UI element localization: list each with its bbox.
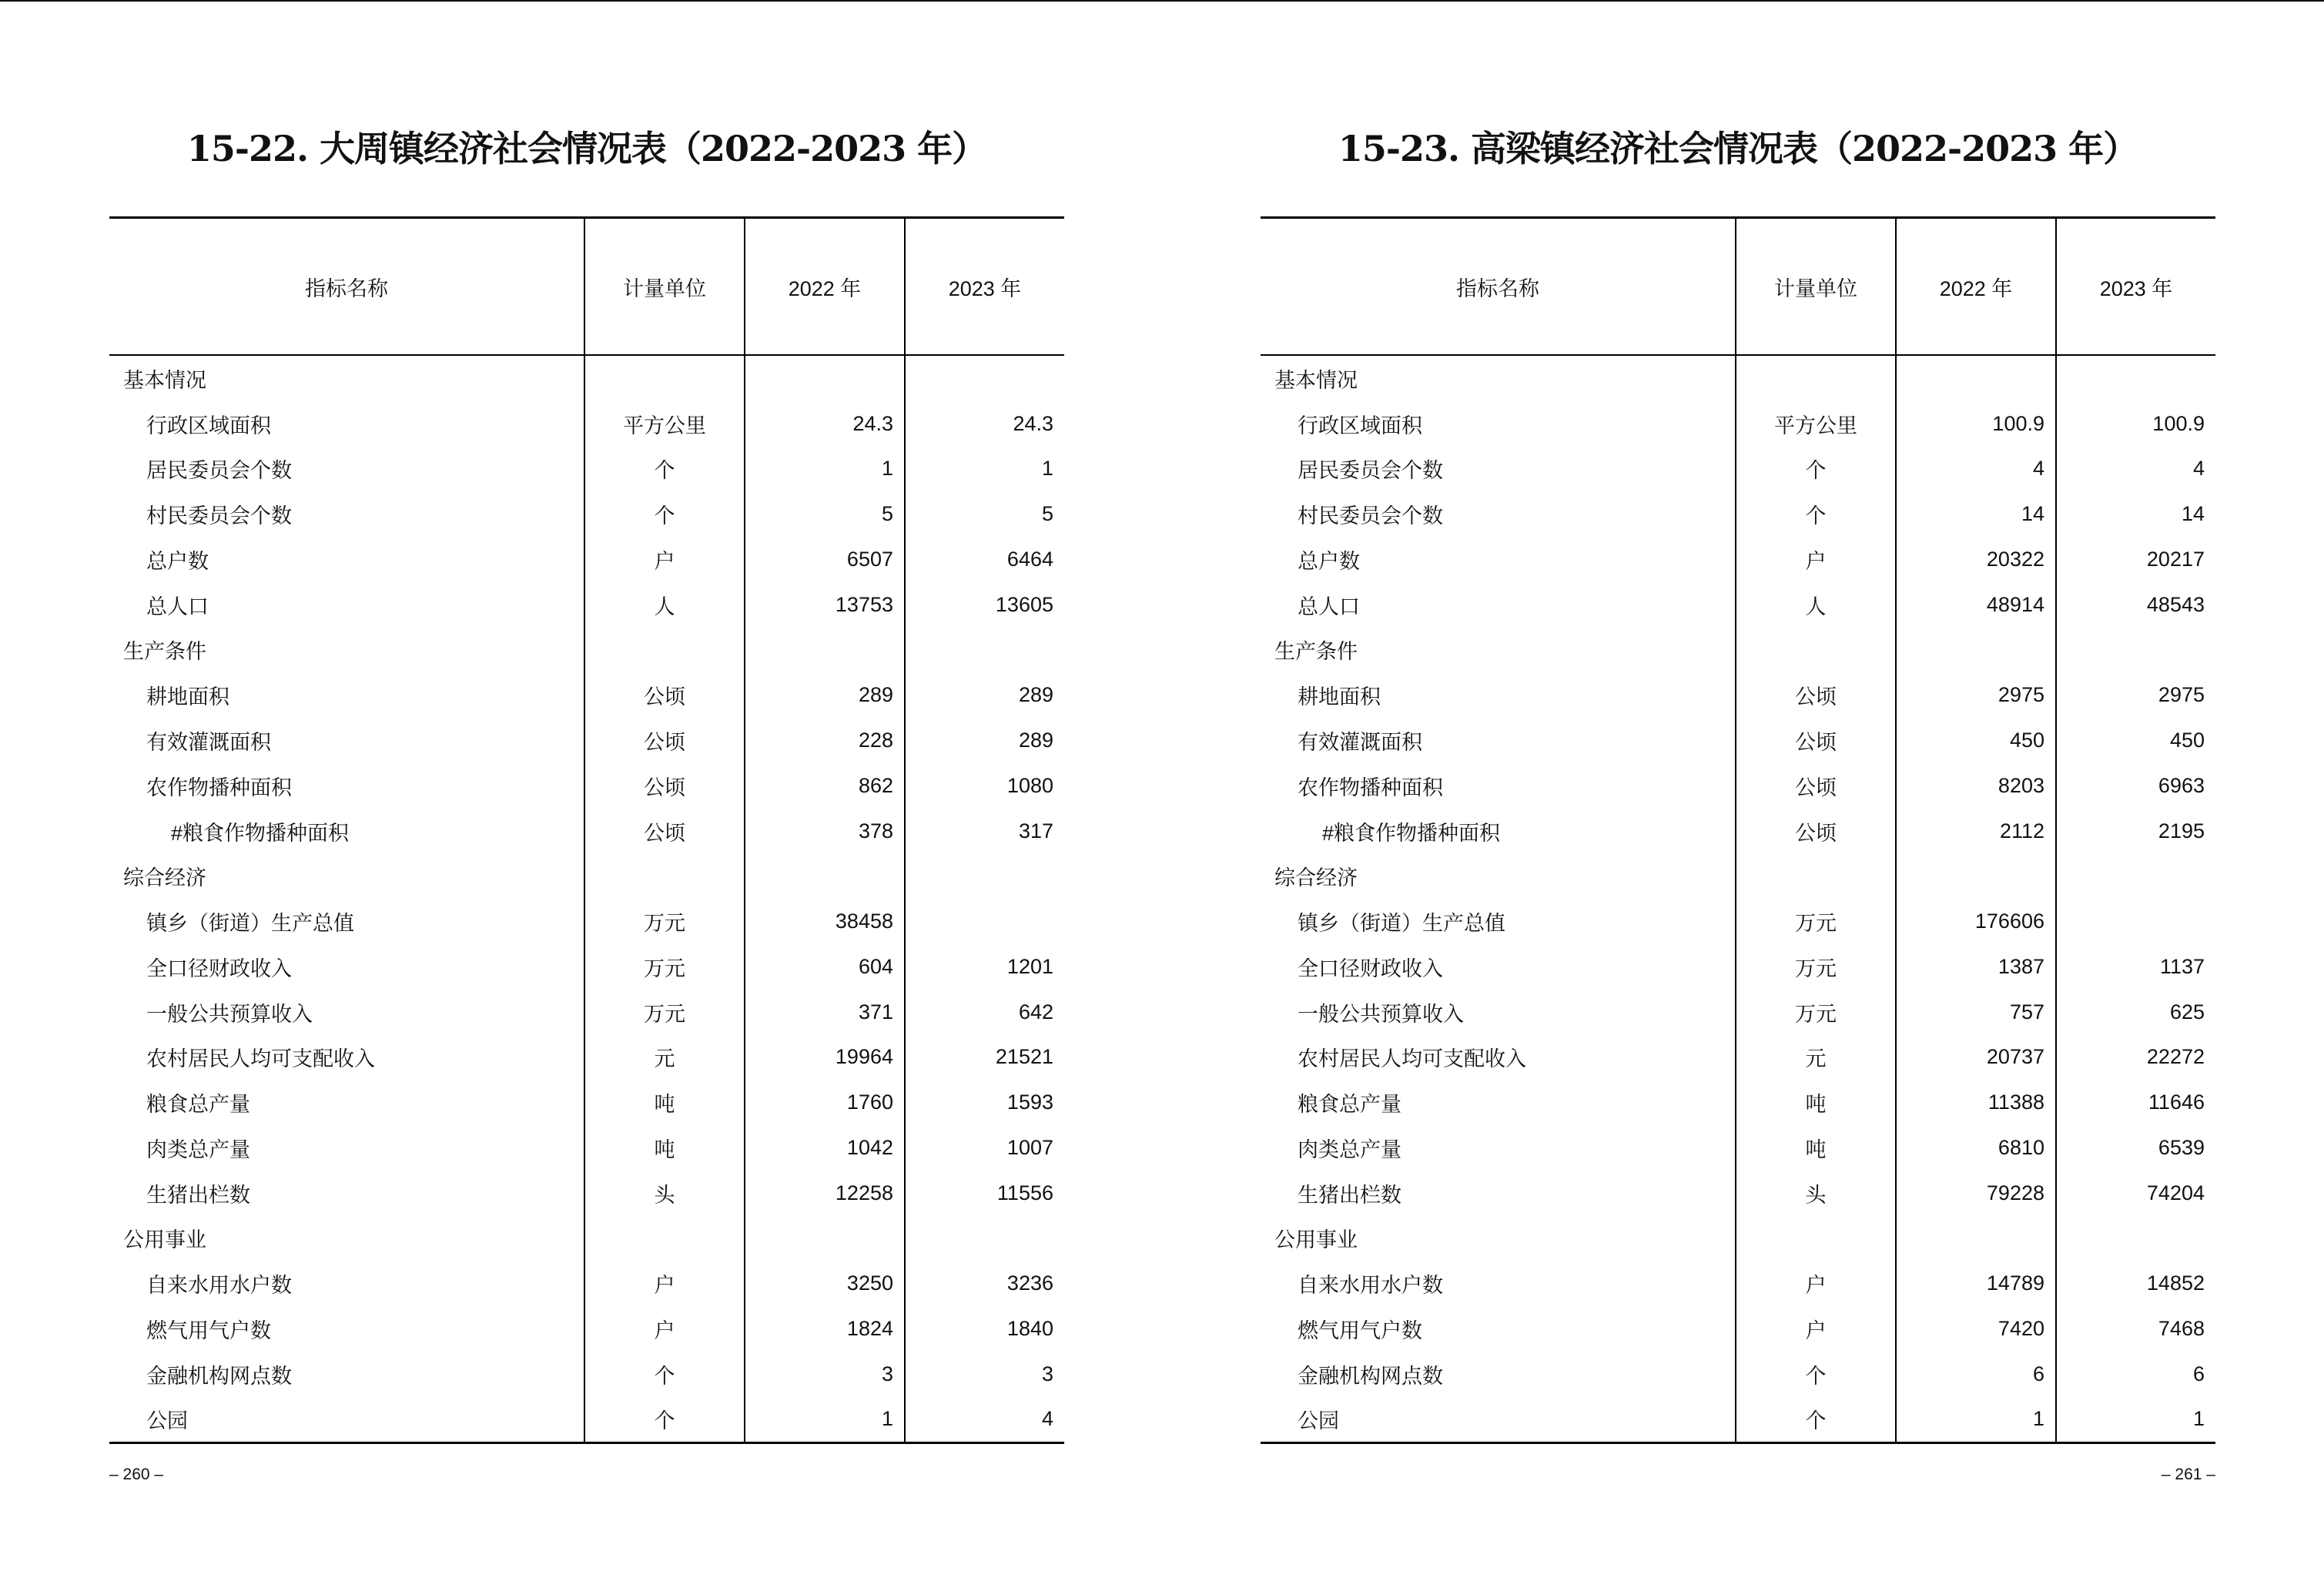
value-2022-cell: 1824 <box>745 1306 905 1352</box>
indicator-name-cell: 燃气用气户数 <box>1298 1318 1422 1342</box>
value-2022-cell: 1 <box>1896 1397 2056 1443</box>
value-2022-cell <box>745 628 905 673</box>
value-2022-cell: 6507 <box>745 537 905 582</box>
value-2022-cell: 14789 <box>1896 1261 2056 1306</box>
unit-cell: 户 <box>584 537 745 582</box>
table-row <box>109 401 1064 447</box>
value-2023-cell: 317 <box>905 809 1064 854</box>
unit-cell: 个 <box>1736 1352 1896 1397</box>
value-2022-cell <box>1896 628 2056 673</box>
value-2022-cell: 14 <box>1896 491 2056 537</box>
value-2022-cell: 1 <box>745 1397 905 1443</box>
value-2023-cell: 642 <box>905 990 1064 1035</box>
value-2023-cell <box>905 355 1064 401</box>
value-2023-cell: 22272 <box>2056 1034 2215 1080</box>
unit-cell: 公顷 <box>1736 718 1896 763</box>
indicator-name-cell: 一般公共预算收入 <box>1298 1002 1464 1026</box>
indicator-name-cell: 生猪出栏数 <box>1298 1183 1401 1207</box>
unit-cell <box>584 628 745 673</box>
table-row <box>109 718 1064 763</box>
value-2023-cell: 1201 <box>905 944 1064 990</box>
indicator-name-cell: 肉类总产量 <box>146 1137 250 1161</box>
section-row <box>1261 355 2215 401</box>
indicator-name-cell: 居民委员会个数 <box>146 459 292 483</box>
value-2022-cell: 2112 <box>1896 809 2056 854</box>
value-2022-cell: 79228 <box>1896 1171 2056 1216</box>
unit-cell: 个 <box>584 447 745 492</box>
value-2023-cell: 4 <box>905 1397 1064 1443</box>
value-2023-cell <box>2056 628 2215 673</box>
value-2023-cell: 74204 <box>2056 1171 2215 1216</box>
unit-cell: 元 <box>584 1034 745 1080</box>
table-row <box>1261 1034 2215 1080</box>
table-body <box>1261 355 2215 1443</box>
table-row <box>109 491 1064 537</box>
value-2023-cell: 6539 <box>2056 1125 2215 1171</box>
indicator-name-cell: 公园 <box>146 1409 188 1433</box>
unit-cell: 公顷 <box>1736 672 1896 718</box>
unit-cell: 户 <box>1736 537 1896 582</box>
value-2023-cell: 14852 <box>2056 1261 2215 1306</box>
value-2023-cell: 1 <box>905 447 1064 492</box>
unit-cell: 吨 <box>584 1080 745 1125</box>
table-row <box>109 1034 1064 1080</box>
value-2022-cell <box>1896 853 2056 899</box>
indicator-name-cell: 粮食总产量 <box>1298 1093 1401 1117</box>
table-row <box>1261 899 2215 944</box>
value-2023-cell: 48543 <box>2056 582 2215 628</box>
table-row <box>1261 1352 2215 1397</box>
indicator-name-cell: 金融机构网点数 <box>146 1364 292 1388</box>
table-row <box>1261 809 2215 854</box>
unit-cell <box>1736 355 1896 401</box>
indicator-name-cell: 行政区域面积 <box>1298 414 1422 437</box>
table-row <box>1261 763 2215 809</box>
table-row <box>1261 672 2215 718</box>
right-page <box>1261 0 2215 1588</box>
indicator-name-cell: #粮食作物播种面积 <box>1322 821 1501 845</box>
header-year-2022: 2022 年 <box>745 218 905 356</box>
value-2022-cell: 48914 <box>1896 582 2056 628</box>
indicator-name-cell: 农村居民人均可支配收入 <box>1298 1047 1526 1071</box>
unit-cell: 公顷 <box>584 718 745 763</box>
value-2023-cell: 21521 <box>905 1034 1064 1080</box>
value-2022-cell: 1042 <box>745 1125 905 1171</box>
value-2023-cell <box>905 899 1064 944</box>
indicator-name-cell: 一般公共预算收入 <box>146 1002 313 1026</box>
section-row <box>1261 628 2215 673</box>
table-row <box>109 944 1064 990</box>
table-row <box>109 447 1064 492</box>
indicator-name-cell: 耕地面积 <box>146 685 229 709</box>
value-2022-cell: 8203 <box>1896 763 2056 809</box>
indicator-name-cell: 农村居民人均可支配收入 <box>146 1047 375 1071</box>
value-2022-cell: 7420 <box>1896 1306 2056 1352</box>
table-row <box>1261 447 2215 492</box>
value-2022-cell: 13753 <box>745 582 905 628</box>
unit-cell: 头 <box>1736 1171 1896 1216</box>
indicator-name-cell: 总户数 <box>146 549 209 573</box>
unit-cell: 吨 <box>584 1125 745 1171</box>
value-2022-cell: 20737 <box>1896 1034 2056 1080</box>
stats-table <box>1261 216 2215 1444</box>
value-2023-cell: 11646 <box>2056 1080 2215 1125</box>
unit-cell: 人 <box>1736 582 1896 628</box>
indicator-name-cell: 综合经济 <box>123 866 206 890</box>
table-row <box>1261 718 2215 763</box>
unit-cell: 万元 <box>1736 944 1896 990</box>
table-row <box>1261 537 2215 582</box>
unit-cell: 万元 <box>584 899 745 944</box>
indicator-name-cell: 有效灌溉面积 <box>146 731 271 754</box>
unit-cell: 户 <box>1736 1261 1896 1306</box>
indicator-name-cell: 总人口 <box>146 595 209 618</box>
value-2023-cell: 6963 <box>2056 763 2215 809</box>
table-row <box>1261 944 2215 990</box>
header-unit: 计量单位 <box>1736 218 1896 356</box>
table-row <box>109 990 1064 1035</box>
value-2022-cell: 450 <box>1896 718 2056 763</box>
value-2022-cell: 2975 <box>1896 672 2056 718</box>
unit-cell: 个 <box>1736 447 1896 492</box>
indicator-name-cell: 燃气用气户数 <box>146 1318 271 1342</box>
unit-cell: 头 <box>584 1171 745 1216</box>
unit-cell: 公顷 <box>1736 763 1896 809</box>
value-2022-cell <box>1896 1216 2056 1261</box>
indicator-name-cell: 生产条件 <box>1274 640 1358 664</box>
value-2022-cell <box>745 853 905 899</box>
value-2022-cell <box>745 1216 905 1261</box>
indicator-name-cell: 公用事业 <box>1274 1228 1358 1252</box>
table-row <box>1261 990 2215 1035</box>
value-2022-cell: 228 <box>745 718 905 763</box>
section-row <box>109 1216 1064 1261</box>
table-row <box>109 582 1064 628</box>
value-2023-cell: 1840 <box>905 1306 1064 1352</box>
value-2023-cell: 2975 <box>2056 672 2215 718</box>
header-unit: 计量单位 <box>584 218 745 356</box>
indicator-name-cell: 自来水用水户数 <box>146 1274 292 1298</box>
unit-cell: 公顷 <box>584 809 745 854</box>
indicator-name-cell: 粮食总产量 <box>146 1093 250 1117</box>
table-row <box>1261 582 2215 628</box>
indicator-name-cell: 基本情况 <box>123 368 206 392</box>
indicator-name-cell: 生产条件 <box>123 640 206 664</box>
value-2023-cell: 6464 <box>905 537 1064 582</box>
unit-cell: 个 <box>584 1352 745 1397</box>
value-2023-cell: 1080 <box>905 763 1064 809</box>
indicator-name-cell: 金融机构网点数 <box>1298 1364 1443 1388</box>
value-2022-cell: 176606 <box>1896 899 2056 944</box>
table-row <box>109 1171 1064 1216</box>
unit-cell: 万元 <box>584 990 745 1035</box>
unit-cell <box>1736 628 1896 673</box>
unit-cell: 平方公里 <box>584 401 745 447</box>
section-row <box>1261 1216 2215 1261</box>
unit-cell: 万元 <box>1736 990 1896 1035</box>
value-2023-cell: 100.9 <box>2056 401 2215 447</box>
unit-cell: 户 <box>584 1261 745 1306</box>
value-2022-cell: 1 <box>745 447 905 492</box>
value-2022-cell: 3250 <box>745 1261 905 1306</box>
value-2023-cell: 7468 <box>2056 1306 2215 1352</box>
value-2023-cell: 13605 <box>905 582 1064 628</box>
table-row <box>1261 1125 2215 1171</box>
indicator-name-cell: 公用事业 <box>123 1228 206 1252</box>
value-2022-cell: 4 <box>1896 447 2056 492</box>
value-2023-cell <box>905 1216 1064 1261</box>
value-2023-cell: 625 <box>2056 990 2215 1035</box>
unit-cell: 人 <box>584 582 745 628</box>
header-year-2023: 2023 年 <box>905 218 1064 356</box>
table-row <box>109 1397 1064 1443</box>
table-row <box>109 1125 1064 1171</box>
value-2023-cell <box>2056 899 2215 944</box>
unit-cell <box>584 355 745 401</box>
unit-cell: 元 <box>1736 1034 1896 1080</box>
table-title: 15-23. 高梁镇经济社会情况表（2022-2023 年） <box>1338 128 2138 169</box>
value-2023-cell <box>905 853 1064 899</box>
value-2023-cell <box>2056 853 2215 899</box>
value-2023-cell <box>2056 1216 2215 1261</box>
value-2023-cell: 1137 <box>2056 944 2215 990</box>
section-row <box>109 355 1064 401</box>
value-2022-cell: 38458 <box>745 899 905 944</box>
value-2023-cell: 11556 <box>905 1171 1064 1216</box>
table-row <box>109 899 1064 944</box>
stats-table <box>109 216 1064 1444</box>
indicator-name-cell: 有效灌溉面积 <box>1298 731 1422 754</box>
value-2022-cell: 289 <box>745 672 905 718</box>
section-row <box>1261 853 2215 899</box>
indicator-name-cell: 镇乡（街道）生产总值 <box>1298 912 1505 936</box>
table-body <box>109 355 1064 1443</box>
value-2023-cell: 450 <box>2056 718 2215 763</box>
indicator-name-cell: 自来水用水户数 <box>1298 1274 1443 1298</box>
value-2022-cell: 1387 <box>1896 944 2056 990</box>
value-2022-cell: 100.9 <box>1896 401 2056 447</box>
left-page <box>109 0 1064 1588</box>
indicator-name-cell: 基本情况 <box>1274 368 1358 392</box>
header-year-2023: 2023 年 <box>2056 218 2215 356</box>
unit-cell: 公顷 <box>584 763 745 809</box>
value-2023-cell: 289 <box>905 672 1064 718</box>
value-2023-cell: 289 <box>905 718 1064 763</box>
indicator-name-cell: 农作物播种面积 <box>1298 776 1443 799</box>
table-row <box>1261 1306 2215 1352</box>
section-row <box>109 853 1064 899</box>
unit-cell: 户 <box>584 1306 745 1352</box>
indicator-name-cell: 总人口 <box>1298 595 1360 618</box>
table-row <box>109 763 1064 809</box>
table-row <box>1261 1080 2215 1125</box>
unit-cell: 个 <box>1736 1397 1896 1443</box>
value-2023-cell: 3236 <box>905 1261 1064 1306</box>
table-row <box>1261 1261 2215 1306</box>
table-row <box>109 672 1064 718</box>
indicator-name-cell: 综合经济 <box>1274 866 1358 890</box>
header-row <box>1261 218 2215 356</box>
unit-cell <box>1736 1216 1896 1261</box>
value-2022-cell: 378 <box>745 809 905 854</box>
unit-cell: 公顷 <box>584 672 745 718</box>
value-2023-cell: 6 <box>2056 1352 2215 1397</box>
value-2023-cell: 24.3 <box>905 401 1064 447</box>
value-2022-cell <box>1896 355 2056 401</box>
unit-cell: 吨 <box>1736 1080 1896 1125</box>
table-row <box>1261 491 2215 537</box>
value-2023-cell <box>2056 355 2215 401</box>
value-2023-cell: 1 <box>2056 1397 2215 1443</box>
table-row <box>1261 401 2215 447</box>
indicator-name-cell: 生猪出栏数 <box>146 1183 250 1207</box>
table-row <box>109 1261 1064 1306</box>
value-2023-cell <box>905 628 1064 673</box>
indicator-name-cell: 行政区域面积 <box>146 414 271 437</box>
table-title: 15-22. 大周镇经济社会情况表（2022-2023 年） <box>186 128 987 169</box>
unit-cell: 个 <box>584 491 745 537</box>
unit-cell <box>1736 853 1896 899</box>
unit-cell: 吨 <box>1736 1125 1896 1171</box>
table-row <box>1261 1171 2215 1216</box>
unit-cell: 公顷 <box>1736 809 1896 854</box>
value-2023-cell: 3 <box>905 1352 1064 1397</box>
header-year-2022: 2022 年 <box>1896 218 2056 356</box>
indicator-name-cell: 总户数 <box>1298 549 1360 573</box>
section-row <box>109 628 1064 673</box>
indicator-name-cell: 村民委员会个数 <box>1298 504 1443 528</box>
value-2023-cell: 5 <box>905 491 1064 537</box>
unit-cell <box>584 853 745 899</box>
value-2023-cell: 14 <box>2056 491 2215 537</box>
value-2022-cell: 862 <box>745 763 905 809</box>
indicator-name-cell: 农作物播种面积 <box>146 776 292 799</box>
indicator-name-cell: 肉类总产量 <box>1298 1137 1401 1161</box>
table-row <box>109 537 1064 582</box>
value-2023-cell: 2195 <box>2056 809 2215 854</box>
value-2023-cell: 20217 <box>2056 537 2215 582</box>
value-2023-cell: 1007 <box>905 1125 1064 1171</box>
unit-cell: 户 <box>1736 1306 1896 1352</box>
value-2022-cell: 5 <box>745 491 905 537</box>
value-2023-cell: 1593 <box>905 1080 1064 1125</box>
value-2022-cell: 11388 <box>1896 1080 2056 1125</box>
unit-cell <box>584 1216 745 1261</box>
unit-cell: 平方公里 <box>1736 401 1896 447</box>
value-2022-cell: 24.3 <box>745 401 905 447</box>
table-row <box>109 1352 1064 1397</box>
indicator-name-cell: 耕地面积 <box>1298 685 1381 709</box>
unit-cell: 个 <box>1736 491 1896 537</box>
value-2022-cell: 19964 <box>745 1034 905 1080</box>
table-row <box>109 809 1064 854</box>
value-2022-cell: 12258 <box>745 1171 905 1216</box>
indicator-name-cell: 全口径财政收入 <box>1298 956 1443 980</box>
unit-cell: 个 <box>584 1397 745 1443</box>
value-2022-cell: 3 <box>745 1352 905 1397</box>
unit-cell: 万元 <box>584 944 745 990</box>
indicator-name-cell: 居民委员会个数 <box>1298 459 1443 483</box>
value-2023-cell: 4 <box>2056 447 2215 492</box>
page-number: – 260 – <box>109 1466 164 1483</box>
value-2022-cell: 6 <box>1896 1352 2056 1397</box>
unit-cell: 万元 <box>1736 899 1896 944</box>
indicator-name-cell: 全口径财政收入 <box>146 956 292 980</box>
table-row <box>1261 1397 2215 1443</box>
header-indicator-name: 指标名称 <box>1261 218 1736 356</box>
indicator-name-cell: 公园 <box>1298 1409 1339 1433</box>
value-2022-cell: 604 <box>745 944 905 990</box>
table-row <box>109 1080 1064 1125</box>
value-2022-cell: 757 <box>1896 990 2056 1035</box>
header-indicator-name: 指标名称 <box>109 218 584 356</box>
indicator-name-cell: 村民委员会个数 <box>146 504 292 528</box>
table-row <box>109 1306 1064 1352</box>
value-2022-cell: 371 <box>745 990 905 1035</box>
value-2022-cell: 6810 <box>1896 1125 2056 1171</box>
value-2022-cell: 20322 <box>1896 537 2056 582</box>
value-2022-cell <box>745 355 905 401</box>
indicator-name-cell: 镇乡（街道）生产总值 <box>146 912 354 936</box>
header-row <box>109 218 1064 356</box>
value-2022-cell: 1760 <box>745 1080 905 1125</box>
page-number: – 261 – <box>2161 1466 2215 1483</box>
indicator-name-cell: #粮食作物播种面积 <box>171 821 350 845</box>
